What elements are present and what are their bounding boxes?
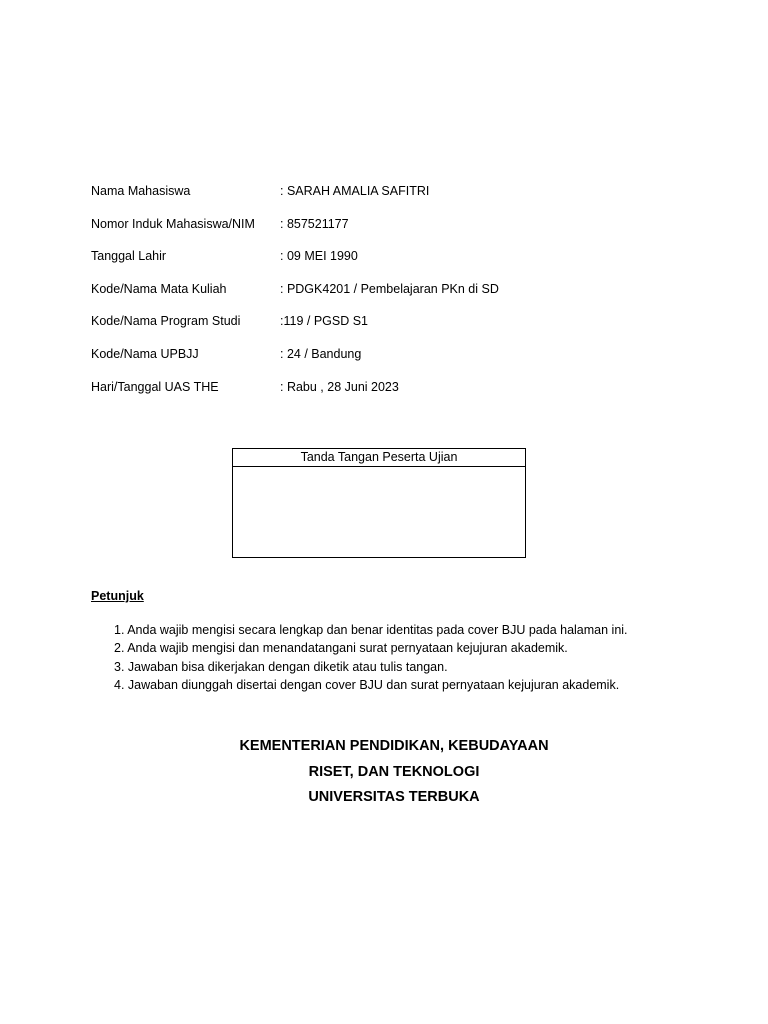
identity-label: Hari/Tanggal UAS THE bbox=[91, 379, 219, 394]
identity-value: : Rabu , 28 Juni 2023 bbox=[280, 379, 399, 394]
signature-area[interactable] bbox=[233, 467, 525, 557]
instructions-heading: Petunjuk bbox=[91, 589, 144, 603]
identity-row-birthdate bbox=[91, 247, 691, 280]
identity-row-upbjj bbox=[91, 345, 691, 378]
identity-label: Kode/Nama Program Studi bbox=[91, 314, 241, 329]
identity-row-name bbox=[91, 182, 691, 215]
institution-line-ministry: KEMENTERIAN PENDIDIKAN, KEBUDAYAAN bbox=[239, 738, 549, 754]
student-identity-block bbox=[91, 182, 691, 410]
instruction-item: 3. Jawaban bisa dikerjakan dengan diketik atau tulis tangan. bbox=[114, 659, 448, 674]
identity-value: : 09 MEI 1990 bbox=[280, 249, 358, 264]
instruction-item: 2. Anda wajib mengisi dan menandatangani surat pernyataan kejujuran akademik. bbox=[114, 641, 568, 656]
institution-line-research: RISET, DAN TEKNOLOGI bbox=[308, 763, 480, 780]
identity-row-course bbox=[91, 280, 691, 313]
institution-block bbox=[0, 734, 768, 811]
identity-label: Tanggal Lahir bbox=[91, 249, 167, 264]
identity-value: : 857521177 bbox=[280, 216, 349, 231]
instructions-list bbox=[114, 621, 628, 694]
identity-value: : 24 / Bandung bbox=[280, 346, 362, 361]
identity-label: Nama Mahasiswa bbox=[91, 184, 191, 198]
identity-label: Kode/Nama UPBJJ bbox=[91, 346, 199, 361]
identity-value: : PDGK4201 / Pembelajaran PKn di SD bbox=[280, 281, 499, 296]
instruction-item: 1. Anda wajib mengisi secara lengkap dan benar identitas pada cover BJU pada halaman ini. bbox=[114, 623, 628, 637]
signature-box-title: Tanda Tangan Peserta Ujian bbox=[233, 449, 525, 467]
instruction-item: 4. Jawaban diunggah disertai dengan cover BJU dan surat pernyataan kejujuran akademik. bbox=[114, 677, 620, 692]
signature-box bbox=[232, 448, 526, 558]
identity-label: Nomor Induk Mahasiswa/NIM bbox=[91, 216, 255, 231]
identity-value: :119 / PGSD S1 bbox=[280, 314, 369, 329]
identity-row-nim bbox=[91, 215, 691, 248]
identity-value: : SARAH AMALIA SAFITRI bbox=[280, 184, 430, 198]
identity-label: Kode/Nama Mata Kuliah bbox=[91, 281, 227, 296]
identity-row-program bbox=[91, 312, 691, 345]
identity-row-exam-date bbox=[91, 378, 691, 411]
institution-line-university: UNIVERSITAS TERBUKA bbox=[308, 789, 480, 805]
